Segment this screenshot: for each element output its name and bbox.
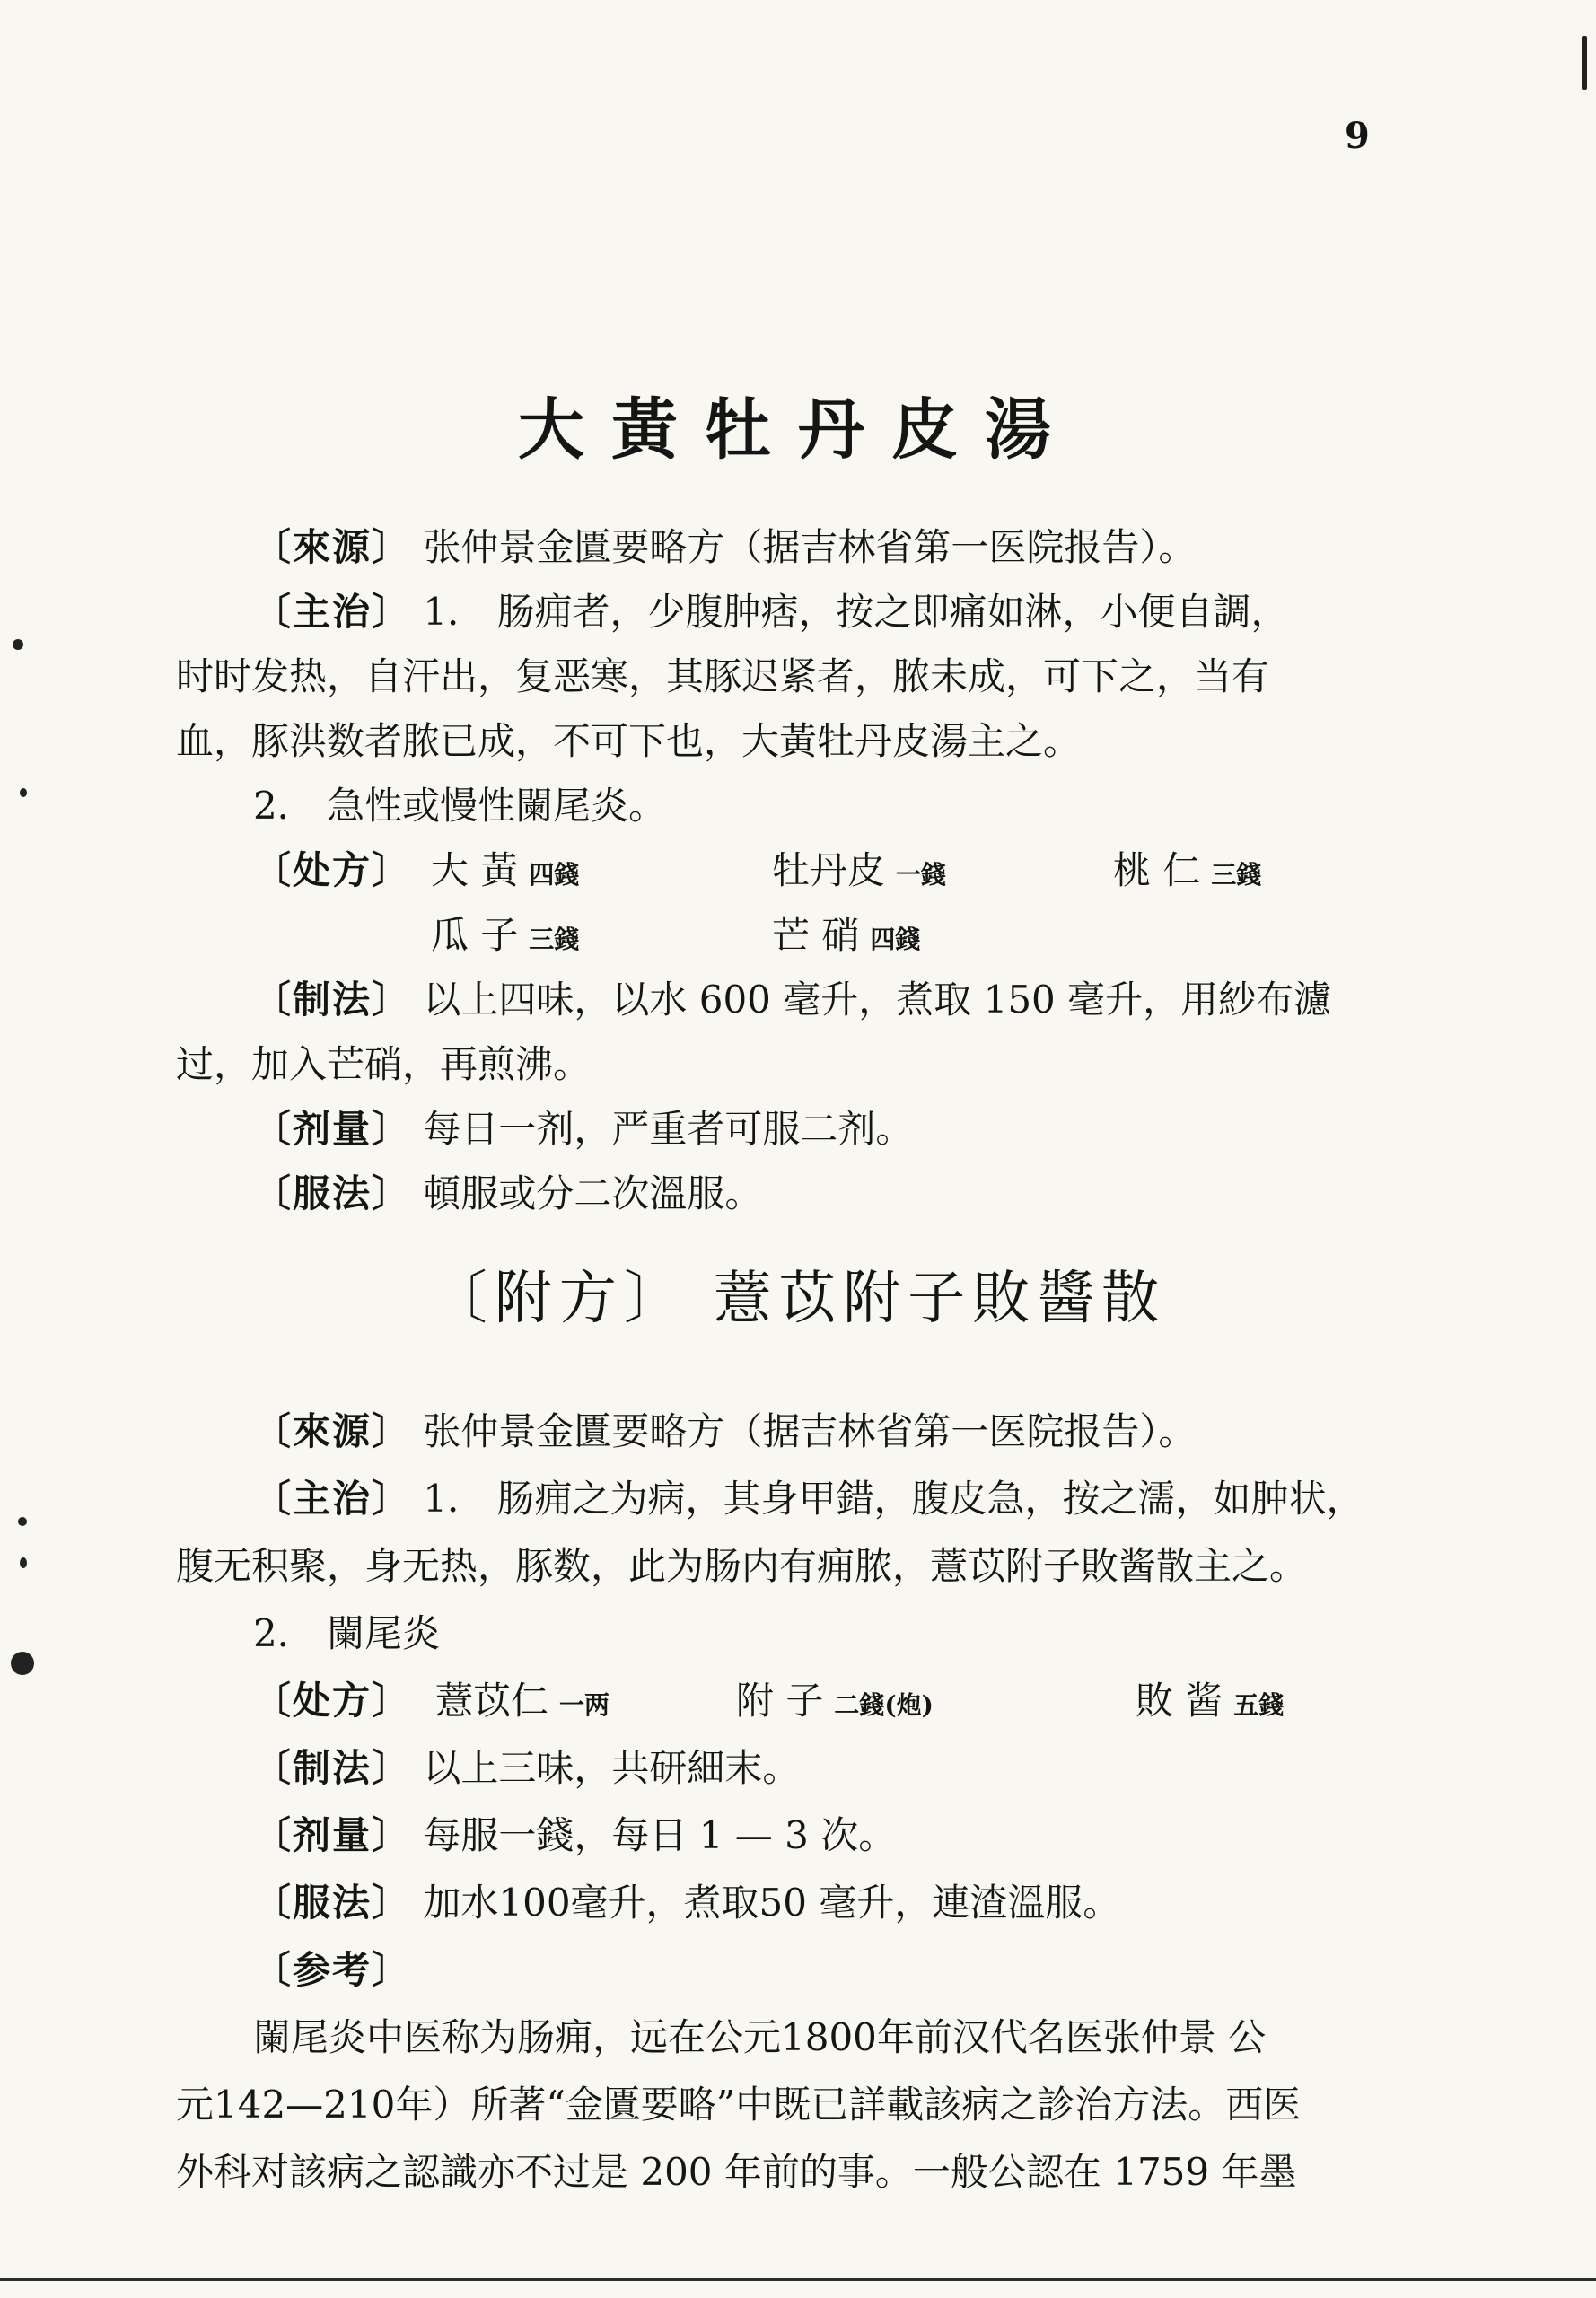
ink-speck bbox=[1582, 36, 1587, 90]
usage-line bbox=[253, 1167, 762, 1221]
ingredient-dose: 四錢 bbox=[870, 925, 921, 954]
source-label: 〔來源〕 bbox=[253, 1409, 412, 1453]
ingredient-name: 敗 酱 bbox=[1136, 1679, 1223, 1723]
ingredient-item bbox=[736, 1674, 934, 1732]
ingredient-dose: 五錢 bbox=[1233, 1690, 1285, 1720]
ingredient-name: 牡丹皮 bbox=[772, 848, 886, 892]
indication-line-4: 2． 急性或慢性闌尾炎。 bbox=[253, 784, 667, 828]
ingredient-name: 薏苡仁 bbox=[435, 1679, 549, 1723]
indication-label: 〔主治〕 bbox=[253, 590, 412, 634]
reference-label: 〔参考〕 bbox=[253, 1948, 412, 1992]
method-line-1 bbox=[253, 973, 1331, 1027]
ingredient-dose: 一两 bbox=[559, 1690, 610, 1720]
indication-line-2: 时时发热，自汗出，复恶寒，其豚迟紧者，脓未成，可下之，当有 bbox=[176, 654, 1270, 698]
dosage-label: 〔剂量〕 bbox=[253, 1813, 412, 1857]
source-label: 〔來源〕 bbox=[253, 525, 412, 569]
indication-text-1: 1． 肠痈者，少腹肿痞，按之即痛如淋，小便自調， bbox=[423, 590, 1289, 634]
ingredient-name: 附 子 bbox=[736, 1679, 824, 1723]
dosage-line bbox=[253, 1809, 896, 1863]
dosage-line bbox=[253, 1102, 913, 1156]
method-text: 以上三味，共研細末。 bbox=[423, 1746, 801, 1790]
ingredient-item bbox=[1136, 1674, 1284, 1732]
dosage-text: 每服一錢，每日 1 — 3 次。 bbox=[423, 1813, 897, 1857]
reference-line-1: 闌尾炎中医称为肠痈，远在公元1800年前汉代名医张仲景 公 bbox=[253, 2015, 1267, 2059]
ink-speck bbox=[13, 639, 23, 650]
ingredient-item bbox=[435, 1674, 609, 1732]
ink-speck bbox=[20, 1557, 27, 1568]
usage-label: 〔服法〕 bbox=[253, 1881, 412, 1925]
ingredient-dose: 一錢 bbox=[896, 860, 947, 890]
dosage-label: 〔剂量〕 bbox=[253, 1107, 412, 1151]
ingredient-name: 桃 仁 bbox=[1113, 848, 1201, 892]
ingredient-name: 大 黃 bbox=[431, 848, 519, 892]
appended-recipe-title: 〔附方〕 薏苡附子敗醬散 bbox=[429, 1266, 1167, 1332]
dosage-text: 每日一剂，严重者可服二剂。 bbox=[423, 1107, 914, 1151]
source-line bbox=[253, 521, 1196, 574]
ingredient-dose: 三錢 bbox=[529, 925, 580, 954]
ingredient-name: 瓜 子 bbox=[431, 913, 519, 957]
prescription-label: 〔处方〕 bbox=[253, 848, 412, 892]
indication-line-2: 腹无积聚，身无热，豚数，此为肠内有痈脓，薏苡附子敗酱散主之。 bbox=[176, 1544, 1308, 1588]
indication-label: 〔主治〕 bbox=[253, 1477, 412, 1521]
ink-speck bbox=[11, 1652, 34, 1675]
ingredient-dose: 四錢 bbox=[529, 860, 580, 890]
page-bottom-rule bbox=[0, 2278, 1596, 2281]
usage-line bbox=[253, 1876, 1120, 1930]
recipe-title: 大黃牡丹皮湯 bbox=[518, 391, 1078, 469]
source-text: 张仲景金匱要略方（据吉林省第一医院报告）。 bbox=[423, 525, 1197, 569]
method-text-1: 以上四味，以水 600 毫升，煮取 150 毫升，用紗布濾 bbox=[423, 978, 1332, 1022]
source-line bbox=[253, 1405, 1196, 1459]
method-line-2: 过，加入芒硝，再煎沸。 bbox=[176, 1042, 592, 1086]
ingredient-item bbox=[772, 908, 920, 967]
usage-text: 頓服或分二次溫服。 bbox=[423, 1171, 763, 1215]
ingredient-item bbox=[431, 844, 579, 902]
method-line bbox=[253, 1741, 800, 1795]
ingredient-dose: 二錢(炮) bbox=[834, 1690, 934, 1720]
method-label: 〔制法〕 bbox=[253, 1746, 412, 1790]
source-text: 张仲景金匱要略方（据吉林省第一医院报告）。 bbox=[423, 1409, 1197, 1453]
ingredient-dose: 三錢 bbox=[1211, 860, 1262, 890]
ink-speck bbox=[18, 1517, 27, 1526]
ingredient-item bbox=[431, 908, 579, 967]
page-number: 9 bbox=[1345, 115, 1370, 157]
indication-line-1 bbox=[253, 585, 1288, 639]
method-label: 〔制法〕 bbox=[253, 978, 412, 1022]
indication-line-1 bbox=[253, 1472, 1364, 1526]
reference-line-2: 元142—210年）所著“金匱要略”中既已詳載該病之診治方法。西医 bbox=[176, 2083, 1302, 2127]
reference-line-3: 外科对該病之認識亦不过是 200 年前的事。一般公認在 1759 年墨 bbox=[176, 2150, 1297, 2194]
ingredient-item bbox=[1113, 844, 1261, 902]
ingredient-name: 芒 硝 bbox=[772, 913, 860, 957]
indication-line-3: 血，豚洪数者脓已成，不可下也，大黃牡丹皮湯主之。 bbox=[176, 719, 1082, 763]
ink-speck bbox=[20, 788, 27, 797]
usage-label: 〔服法〕 bbox=[253, 1171, 412, 1215]
indication-text-1: 1． 肠痈之为病，其身甲錯，腹皮急，按之濡，如肿状， bbox=[423, 1477, 1364, 1521]
indication-line-3: 2． 闌尾炎 bbox=[253, 1611, 441, 1655]
ingredient-item bbox=[772, 844, 946, 902]
usage-text: 加水100毫升，煮取50 毫升，連渣溫服。 bbox=[423, 1881, 1121, 1925]
prescription-label: 〔处方〕 bbox=[253, 1679, 412, 1723]
